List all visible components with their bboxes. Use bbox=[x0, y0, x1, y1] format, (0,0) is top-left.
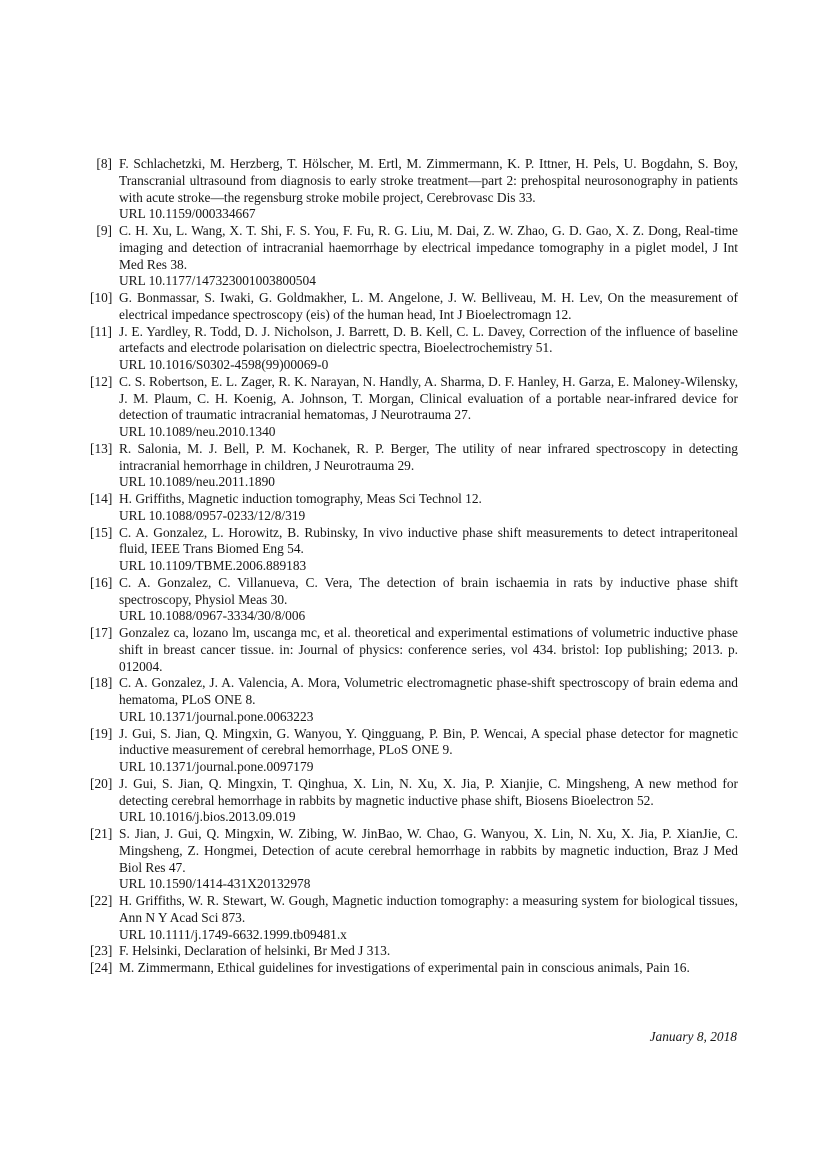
reference-number: [10] bbox=[90, 290, 113, 305]
reference-url: URL 10.1016/j.bios.2013.09.019 bbox=[119, 809, 296, 825]
reference-item bbox=[90, 960, 738, 977]
reference-number: [20] bbox=[90, 775, 113, 791]
reference-url: URL 10.1088/0957-0233/12/8/319 bbox=[119, 507, 306, 523]
reference-url: URL 10.1089/neu.2010.1340 bbox=[119, 424, 276, 439]
reference-item bbox=[90, 374, 738, 441]
reference-item bbox=[90, 943, 738, 960]
reference-url: URL 10.1088/0967-3334/30/8/006 bbox=[119, 608, 306, 624]
reference-url: URL 10.1177/147323001003800504 bbox=[119, 273, 316, 289]
references-list bbox=[90, 156, 738, 977]
reference-item bbox=[90, 726, 738, 776]
reference-item bbox=[90, 575, 738, 625]
reference-number: [24] bbox=[90, 960, 113, 975]
reference-number: [13] bbox=[90, 440, 113, 456]
footer-date: January 8, 2018 bbox=[649, 1029, 737, 1044]
reference-text: J. Gui, S. Jian, Q. Mingxin, T. Qinghua, X. Lin, N. Xu, X. Jia, P. Xianjie, C. Mingsheng, A new method for detecting cerebral hemorrhage in rabbits by magnetic inductive phase shift, Biosens Bioelectron 52. bbox=[119, 775, 738, 808]
reference-url: URL 10.1590/1414-431X20132978 bbox=[119, 876, 311, 892]
reference-text: S. Jian, J. Gui, Q. Mingxin, W. Zibing, W. JinBao, W. Chao, G. Wanyou, X. Lin, N. Xu, X. Jia, P. XianJie, C. Mingsheng, Z. Hongmei, Detection of acute cerebral hemorrhage in rabbits by magnetic induction, Braz J Med Biol Res 47. bbox=[119, 826, 738, 875]
reference-text: J. Gui, S. Jian, Q. Mingxin, G. Wanyou, Y. Qingguang, P. Bin, P. Wencai, A special phase detector for magnetic inductive measurement of cerebral hemorrhage, PLoS ONE 9. bbox=[119, 725, 738, 758]
reference-text: H. Griffiths, Magnetic induction tomography, Meas Sci Technol 12. bbox=[119, 491, 482, 506]
reference-text: C. A. Gonzalez, L. Horowitz, B. Rubinsky, In vivo inductive phase shift measurements to detect intraperitoneal fluid, IEEE Trans Biomed Eng 54. bbox=[119, 524, 738, 557]
reference-number: [14] bbox=[90, 491, 113, 506]
reference-text: C. S. Robertson, E. L. Zager, R. K. Narayan, N. Handly, A. Sharma, D. F. Hanley, H. Garza, E. Maloney-Wilensky, J. M. Plaum, C. H. Koenig, A. Johnson, T. Morgan, Clinical evaluation of a portable near-infrared device for detection of traumatic intracranial hematomas, J Neurotrauma 27. bbox=[119, 373, 738, 423]
reference-item bbox=[90, 675, 738, 725]
reference-url: URL 10.1371/journal.pone.0097179 bbox=[119, 759, 314, 774]
reference-url: URL 10.1089/neu.2011.1890 bbox=[119, 474, 275, 490]
reference-item bbox=[90, 491, 738, 525]
reference-number: [11] bbox=[90, 323, 112, 339]
reference-text: C. A. Gonzalez, J. A. Valencia, A. Mora, Volumetric electromagnetic phase-shift spectroscopy of brain edema and hematoma, PLoS ONE 8. bbox=[119, 675, 738, 707]
reference-text: F. Schlachetzki, M. Herzberg, T. Hölscher, M. Ertl, M. Zimmermann, K. P. Ittner, H. Pels, U. Bogdahn, S. Boy, Transcranial ultrasound from diagnosis to early stroke treatment—part 2: prehospital neurosonography in patients with acute stroke—the regensburg stroke mobile project, Cerebrovasc Dis 33. bbox=[119, 156, 738, 205]
reference-number: [8] bbox=[96, 156, 112, 171]
reference-item bbox=[90, 441, 738, 491]
reference-url: URL 10.1159/000334667 bbox=[119, 206, 256, 222]
reference-item bbox=[90, 290, 738, 324]
reference-text: J. E. Yardley, R. Todd, D. J. Nicholson, J. Barrett, D. B. Kell, C. L. Davey, Correction of the influence of baseline artefacts and electrode polarisation on dielectric spectra, Bioelectrochemistry 51. bbox=[119, 323, 738, 356]
reference-number: [17] bbox=[90, 625, 113, 640]
reference-url: URL 10.1111/j.1749-6632.1999.tb09481.x bbox=[119, 926, 347, 942]
reference-url: URL 10.1371/journal.pone.0063223 bbox=[119, 708, 314, 724]
reference-text: C. A. Gonzalez, C. Villanueva, C. Vera, The detection of brain ischaemia in rats by inductive phase shift spectroscopy, Physiol Meas 30. bbox=[119, 574, 738, 607]
reference-text: C. H. Xu, L. Wang, X. T. Shi, F. S. You, F. Fu, R. G. Liu, M. Dai, Z. W. Zhao, G. D. Gao, X. Z. Dong, Real-time imaging and detection of intracranial haemorrhage by electrical impedance tomography in a piglet model, J Int Med Res 38. bbox=[119, 223, 738, 272]
reference-text: M. Zimmermann, Ethical guidelines for investigations of experimental pain in conscious animals, Pain 16. bbox=[119, 960, 690, 975]
reference-url: URL 10.1016/S0302-4598(99)00069-0 bbox=[119, 357, 329, 372]
reference-number: [15] bbox=[90, 524, 113, 540]
reference-number: [19] bbox=[90, 725, 113, 741]
reference-item bbox=[90, 324, 738, 374]
reference-number: [22] bbox=[90, 893, 113, 908]
reference-text: G. Bonmassar, S. Iwaki, G. Goldmakher, L. M. Angelone, J. W. Belliveau, M. H. Lev, On the measurement of electrical impedance spectroscopy (eis) of the human head, Int J Bioelectromagn 12. bbox=[119, 290, 738, 322]
reference-item bbox=[90, 223, 738, 290]
reference-number: [9] bbox=[96, 223, 112, 238]
reference-text: H. Griffiths, W. R. Stewart, W. Gough, Magnetic induction tomography: a measuring system for biological tissues, Ann N Y Acad Sci 873. bbox=[119, 893, 738, 925]
reference-number: [23] bbox=[90, 943, 113, 959]
reference-item bbox=[90, 826, 738, 893]
reference-number: [12] bbox=[90, 373, 113, 389]
reference-text: R. Salonia, M. J. Bell, P. M. Kochanek, R. P. Berger, The utility of near infrared spectroscopy in detecting intracranial hemorrhage in children, J Neurotrauma 29. bbox=[119, 440, 738, 473]
reference-url: URL 10.1109/TBME.2006.889183 bbox=[119, 558, 307, 573]
reference-text: Gonzalez ca, lozano lm, uscanga mc, et al. theoretical and experimental estimations of volumetric inductive phase shift in breast cancer tissue. in: Journal of physics: conference series, vol 434. bristol: Iop publishing; 2013. p. 012004. bbox=[119, 625, 738, 674]
reference-item bbox=[90, 893, 738, 943]
reference-number: [21] bbox=[90, 826, 113, 841]
reference-number: [16] bbox=[90, 574, 113, 590]
reference-number: [18] bbox=[90, 675, 113, 691]
reference-text: F. Helsinki, Declaration of helsinki, Br Med J 313. bbox=[119, 943, 391, 959]
reference-item bbox=[90, 776, 738, 826]
reference-item bbox=[90, 625, 738, 675]
reference-item bbox=[90, 525, 738, 575]
reference-item bbox=[90, 156, 738, 223]
